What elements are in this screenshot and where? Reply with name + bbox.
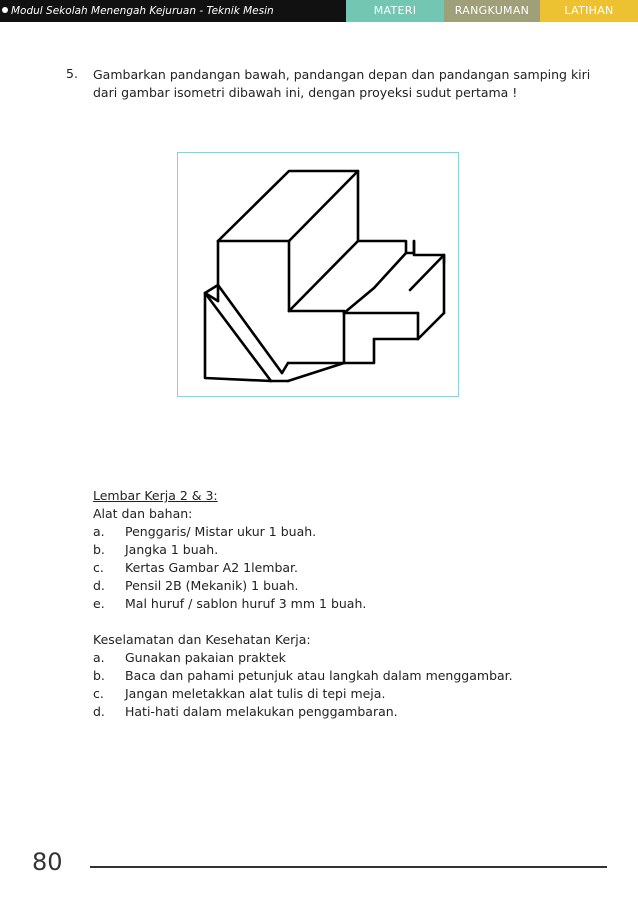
list-text: Hati-hati dalam melakukan penggambaran. (125, 704, 398, 719)
spacer (93, 613, 593, 631)
list-text: Penggaris/ Mistar ukur 1 buah. (125, 524, 317, 539)
list-text: Gunakan pakaian praktek (125, 650, 286, 665)
chamfer-inner-bottom (282, 363, 288, 373)
list-item (93, 667, 593, 685)
chamfer-diagonal-inner (218, 285, 282, 373)
chamfer-top (205, 285, 218, 293)
list-item (93, 685, 593, 703)
tab-rangkuman[interactable]: RANGKUMAN (444, 0, 540, 22)
list-label: b. (93, 542, 105, 557)
list-text: Pensil 2B (Mekanik) 1 buah. (125, 578, 299, 593)
list-text: Kertas Gambar A2 1lembar. (125, 560, 299, 575)
footer-divider (90, 866, 607, 868)
list-label: c. (93, 686, 104, 701)
isometric-drawing (178, 153, 460, 398)
top-face-inner-edge (289, 171, 358, 241)
list-label: d. (93, 578, 105, 593)
question-number: 5. (66, 66, 78, 81)
module-title: Modul Sekolah Menengah Kejuruan - Teknik Mesin (11, 5, 274, 17)
top-face-edge (218, 171, 358, 241)
right-back-edge (410, 255, 444, 290)
lower-diagonal (288, 363, 344, 381)
list-label: b. (93, 668, 105, 683)
page-number: 80 (32, 848, 63, 876)
isometric-figure (177, 152, 459, 397)
list-item (93, 541, 593, 559)
worksheet (93, 487, 593, 721)
list-item (93, 523, 593, 541)
inner-diagonal (289, 241, 358, 311)
list-text: Jangan meletakkan alat tulis di tepi meja. (125, 686, 386, 701)
lower-step-edge (288, 339, 374, 363)
tab-latihan[interactable]: LATIHAN (540, 0, 638, 22)
worksheet-title: Lembar Kerja 2 & 3: (93, 488, 218, 503)
tab-materi[interactable]: MATERI (346, 0, 444, 22)
list-item (93, 577, 593, 595)
chamfer-diagonal-outer (205, 293, 271, 381)
module-title-bar (0, 0, 346, 22)
notch-surface-edge (344, 253, 406, 313)
right-bottom-edge (418, 313, 444, 339)
list-item (93, 559, 593, 577)
step-top-edge (358, 241, 414, 253)
list-item (93, 649, 593, 667)
list-label: e. (93, 596, 105, 611)
list-item (93, 703, 593, 721)
list-item (93, 595, 593, 613)
bullet-icon (2, 7, 8, 13)
list-label: d. (93, 704, 105, 719)
list-text: Baca dan pahami petunjuk atau langkah dalam menggambar. (125, 668, 513, 683)
list-text: Jangka 1 buah. (125, 542, 219, 557)
question-text: Gambarkan pandangan bawah, pandangan depan dan pandangan samping kiri dari gambar isometri dibawah ini, dengan proyeksi sudut pertama ! (93, 67, 591, 100)
list-label: a. (93, 524, 105, 539)
list-label: a. (93, 650, 105, 665)
page-header (0, 0, 638, 22)
safety-heading: Keselamatan dan Kesehatan Kerja: (93, 632, 311, 647)
list-label: c. (93, 560, 104, 575)
tools-heading: Alat dan bahan: (93, 506, 193, 521)
list-text: Mal huruf / sablon huruf 3 mm 1 buah. (125, 596, 367, 611)
